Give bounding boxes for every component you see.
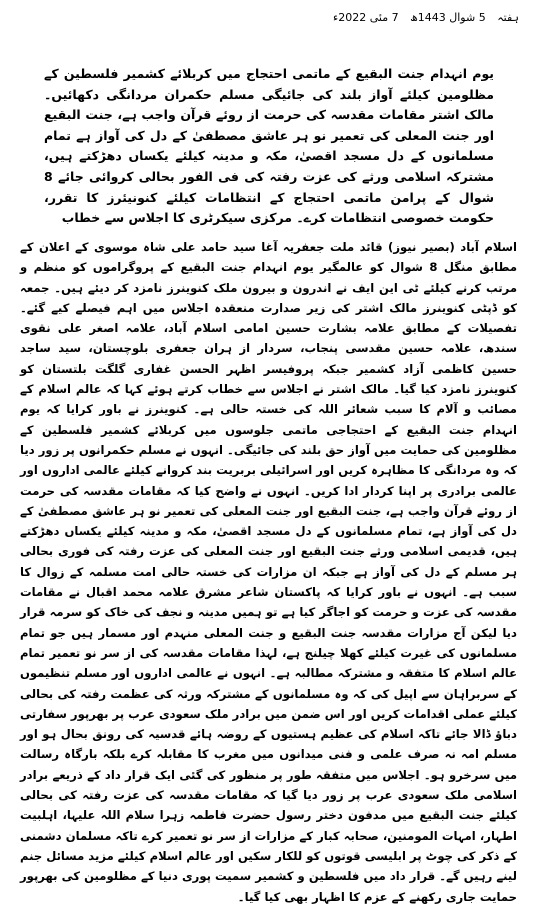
dateline-hijri-date: 5 شوال 1443ھ xyxy=(410,11,486,24)
dateline-day: ہفتہ xyxy=(497,11,519,24)
dateline-gregorian-date: 7 مئی 2022ء xyxy=(333,11,399,24)
dateline xyxy=(14,10,519,26)
article-body: اسلام آباد (بصیر نیوز) قائد ملت جعفریہ آغا سید حامد علی شاہ موسوی کے اعلان کے مطابق منگل 8 شوال کو عالمگیر یوم انہدام جنت البقیع کے پروگراموں کو منظم و مرتب کرنے کیلئے ٹی این ایف نے اندرون و بیرون ملک کنوینرز نامزد کر دیئے ہیں۔ جمعہ کو ڈپٹی کنوینرز مالک اشتر کی زیر صدارت منعقدہ اجلاس میں اہم فیصلے کیے گئے۔ تفصیلات کے مطابق علامہ بشارت حسین امامی اسلام آباد، علامہ اصغر علی نقوی سندھ، علامہ حسین مقدسی پنجاب، سردار از ہران جعفری بلوچستان، سید ساجد حسین کاظمی آزاد کشمیر جبکہ پروفیسر اظہر الحسن غفاری گلگت بلتستان کو کنوینرز نامزد کیا گیا۔ مالک اشتر نے اجلاس سے خطاب کرتے ہوئے کہا کہ عالم اسلام کے مصائب و آلام کا سبب شعائر اللہ کی خستہ حالی ہے۔ کنوینرز نے باور کرایا کہ یوم انہدام جنت البقیع کے احتجاجی ماتمی جلوسوں میں کربلائے کشمیر فلسطین کے مظلومین کی حمایت میں آواز حق بلند کی جائیگی۔ انہوں نے مسلم حکمرانوں پر زور دیا کہ وہ مردانگی کا مظاہرہ کریں اور اسرائیلی بربریت بند کروانے کیلئے عالمی اداروں اور عالمی برادری پر اپنا کردار ادا کریں۔ انہوں نے واضح کیا کہ مقامات مقدسہ کی حرمت از روئے قرآن واجب ہے، جنت البقیع اور جنت المعلی کی تعمیر نو ہر عاشق مصطفیٰ کے دل کی آواز ہے، تمام مسلمانوں کے دل مسجد اقصیٰ، مکہ و مدینہ کیلئے یکساں دھڑکتے ہیں، قدیمی اسلامی ورثے جنت البقیع اور جنت المعلی کی عزت رفتہ کی فوری بحالی ہر مسلم کے دل کی آواز ہے جبکہ ان مزارات کی خستہ حالی امت مسلمہ کے زوال کا سبب ہے۔ انہوں نے باور کرایا کہ پاکستان شاعر مشرق علامہ محمد اقبال نے مقامات مقدسہ کی عزت و حرمت کو اجاگر کیا ہے تو ہمیں مدینہ و نجف کی خاک کو سرمہ قرار دیا لیکن آج مزارات مقدسہ جنت البقیع و جنت المعلی منہدم اور مسمار ہیں جو تمام مسلمانوں کی غیرت کیلئے کھلا چیلنج ہے، لہذا مقامات مقدسہ کی از سر نو تعمیر تمام عالم اسلام کا متفقہ و مشترکہ مطالبہ ہے۔ انہوں نے عالمی اداروں اور مسلم تنظیموں کے سربراہان سے اپیل کی کہ وہ مسلمانوں کے مشترکہ ورثہ کی عظمت رفتہ کی بحالی کیلئے عملی اقدامات کریں اور اس ضمن میں برادر ملک سعودی عرب پر بھرپور سفارتی دباؤ ڈالا جائے تاکہ اسلام کی عظیم ہستیوں کے روضہ ہائے قدسیہ کی رونق بحال ہو اور مسلم امہ نہ صرف علمی و فنی میدانوں میں مغرب کا مقابلہ کرے بلکہ بارگاہ رسالت میں سرخرو ہو۔ اجلاس میں متفقہ طور پر منظور کی گئی ایک قرار داد کے ذریعے برادر اسلامی ملک سعودی عرب پر زور دیا گیا کہ مقامات مقدسہ کی عزت رفتہ کی بحالی کیلئے جنت البقیع میں مدفون دختر رسول حضرت فاطمہ زہرا سلام اللہ علیہا، اہلبیت اطہار، امہات المومنین، صحابہ کبار کے مزارات از سر نو تعمیر کرے تاکہ مسلمان دشمنی کے ذکر کی چوٹ پر ابلیسی قوتوں کو للکار سکیں اور عالم اسلام کیلئے مزید مسائل جنم لینے رہیں گے۔ قرار داد میں فلسطین و کشمیر سمیت پوری دنیا کے مظلومین کی بھرپور حمایت جاری رکھنے کے عزم کا اظہار بھی کیا گیا۔ xyxy=(20,240,518,904)
article-headline: یوم انہدام جنت البقیع کے ماتمی احتجاج میں کربلائے کشمیر فلسطین کے مظلومین کیلئے آواز بلند کی جائیگی مسلم حکمران مردانگی دکھائیں۔ مالک اشتر مقامات مقدسہ کی حرمت از روئے قرآن واجب ہے، جنت البقیع اور جنت المعلی کی تعمیر نو ہر عاشق مصطفیٰ کے دل کی آواز ہے تمام مسلمانوں کے دل مسجد اقصیٰ، مکہ و مدینہ کیلئے یکساں دھڑکتے ہیں، مشترکہ اسلامی ورثے کی عزت رفتہ کی فی الفور بحالی کروائی جائے 8 شوال کے پرامن ماتمی احتجاج کے انتظامات کیلئے کنونیئرز کا تقرر، حکومت خصوصی انتظامات کرے۔ مرکزی سیکرٹری کا اجلاس سے خطاب xyxy=(44,66,494,226)
